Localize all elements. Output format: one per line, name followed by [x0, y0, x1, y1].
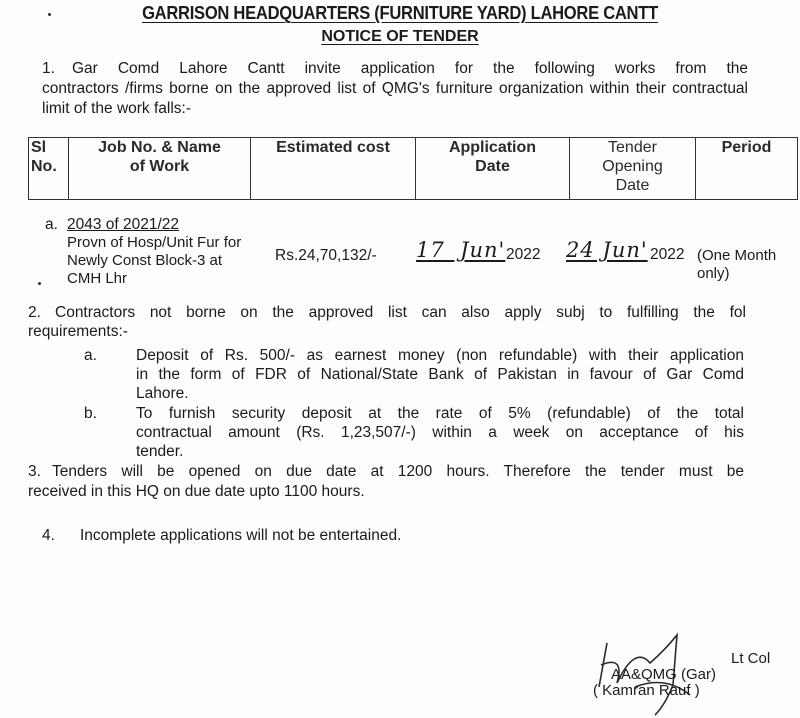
paragraph-1 [42, 59, 748, 79]
para-text: Incomplete applications will not be entertained. [80, 527, 402, 544]
requirement-a-line: Deposit of Rs. 500/- as earnest money (non refundable) with their application [136, 347, 744, 364]
row-tender-year: 2022 [650, 246, 685, 263]
requirement-a-line: Lahore. [136, 385, 189, 402]
header-line: Estimated cost [276, 139, 390, 156]
row-work-line: Newly Const Block-3 at [67, 252, 223, 269]
header-line: Period [721, 139, 772, 156]
document-title: GARRISON HEADQUARTERS (FURNITURE YARD) LAHORE CANTT [142, 3, 658, 23]
row-work-line: Provn of Hosp/Unit Fur for [67, 234, 242, 251]
requirement-a-line: in the form of FDR of National/State Bank of Pakistan in favour of Gar Comd [136, 366, 744, 383]
requirement-b-line: tender. [136, 443, 184, 460]
row-job-no: 2043 of 2021/22 [67, 216, 180, 233]
para-number: 2. [28, 304, 41, 321]
col-estimated-cost [251, 138, 416, 200]
header-line: Application [448, 139, 537, 156]
row-estimated-cost: Rs.24,70,132/- [275, 247, 377, 264]
signatory-designation: AA&QMG (Gar) [611, 666, 717, 683]
col-sl-no [29, 138, 69, 200]
requirement-b-label: b. [84, 405, 97, 422]
header-line: Sl [31, 139, 47, 156]
row-tender-date-handwritten: 24 Jun' [566, 238, 648, 262]
row-period-line: (One Month [697, 247, 777, 264]
para-number: 4. [42, 527, 55, 544]
signatory-name: ( Kamran Rauf ) [593, 682, 700, 699]
header-line: Date [615, 177, 650, 194]
col-job-name [69, 138, 251, 200]
para-text: contractors /firms borne on the approved list of QMG's furniture organization within their contractual limit of the work falls:- [42, 80, 748, 117]
para-text: Tenders will be opened on due date at 1200 hours. Therefore the tender must be [52, 463, 744, 480]
paragraph-4 [42, 526, 401, 546]
document-subtitle: NOTICE OF TENDER [321, 28, 479, 45]
row-application-date-handwritten: 17 Jun' [416, 238, 506, 262]
header-line: No. [31, 158, 57, 175]
para-text: Gar Comd Lahore Cantt invite application for the following works from the [72, 60, 748, 77]
requirement-a-label: a. [84, 347, 97, 364]
header-line: Job No. & Name [98, 139, 221, 156]
row-work-line: CMH Lhr [67, 270, 128, 287]
header-line: Opening [602, 158, 663, 175]
col-period [696, 138, 798, 200]
paragraph-2-cont: requirements:- [28, 323, 128, 340]
signatory-rank: Lt Col [731, 650, 771, 667]
requirement-b-line: To furnish security deposit at the rate of 5% (refundable) of the total [136, 405, 744, 422]
para-number: 3. [28, 463, 41, 480]
para-text: Contractors not borne on the approved list can also apply subj to fulfilling the fol [55, 304, 746, 321]
para-number: 1. [42, 60, 55, 77]
paragraph-1-cont [42, 79, 748, 119]
col-application-date [416, 138, 570, 200]
header-line: Date [475, 158, 510, 175]
requirement-b-line: contractual amount (Rs. 1,23,507/-) within a week on acceptance of his [136, 424, 744, 441]
row-application-year: 2022 [506, 246, 541, 263]
paragraph-3-cont: received in this HQ on due date upto 1100 hours. [28, 483, 365, 500]
tender-table-header [28, 137, 798, 200]
row-serial: a. [45, 216, 58, 233]
scan-speck [38, 282, 41, 285]
paragraph-2 [28, 303, 746, 323]
header-line: Tender [608, 139, 657, 156]
row-period-line: only) [697, 265, 730, 282]
col-tender-opening-date [570, 138, 696, 200]
header-line: of Work [129, 158, 190, 175]
paragraph-3 [28, 462, 744, 482]
